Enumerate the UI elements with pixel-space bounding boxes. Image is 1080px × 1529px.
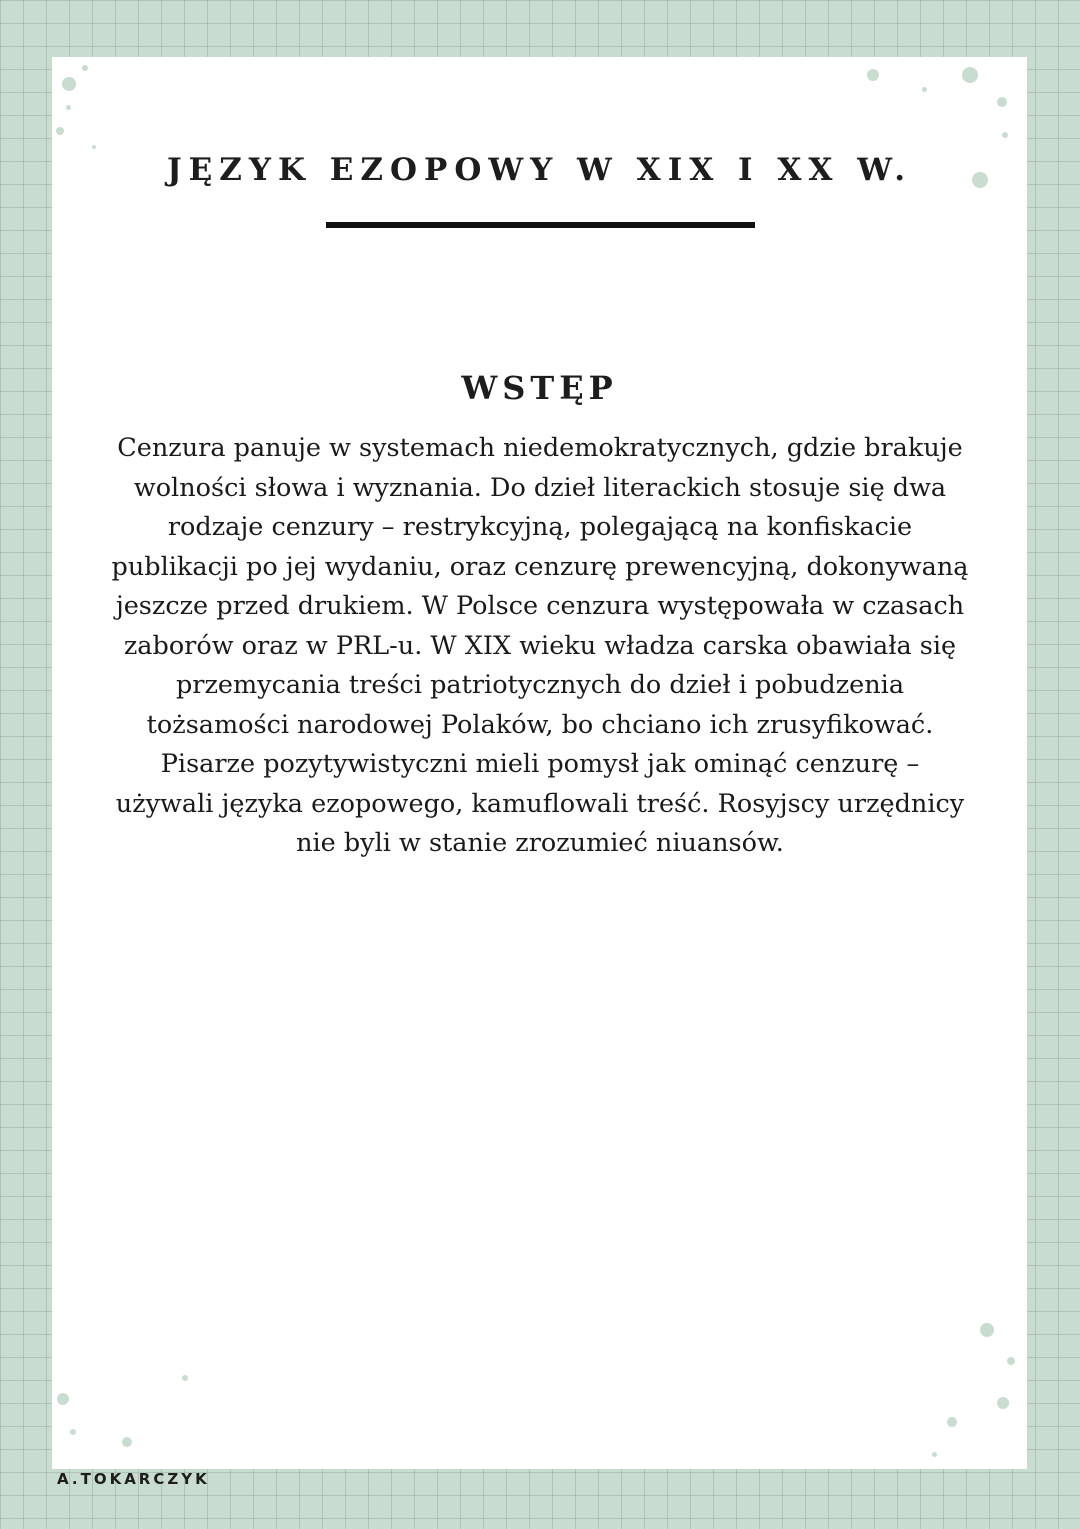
page-title: JĘZYK EZOPOWY W XIX I XX W. [166, 152, 913, 188]
author-signature: A.TOKARCZYK [57, 1470, 210, 1488]
title-underline [326, 222, 755, 228]
body-paragraph: Cenzura panuje w systemach niedemokratycznych, gdzie brakuje wolności słowa i wyznania. Do dzieł literackich stosuje się dwa rodzaje cenzury – restrykcyjną, polegającą na konfiskacie publikacji po jej wydaniu, oraz cenzurę prewencyjną, dokonywaną jeszcze przed drukiem. W Polsce cenzura występowała w czasach zaborów oraz w PRL-u. W XIX wieku władza carska obawiała się przemycania treści patriotycznych do dzieł i pobudzenia tożsamości narodowej Polaków, bo chciano ich zrusyfikować. Pisarze pozytywistyczni mieli pomysł jak ominąć cenzurę – używali języka ezopowego, kamuflowali treść. Rosyjscy urzędnicy nie byli w stanie zrozumieć niuansów. [111, 433, 969, 858]
page-sheet [52, 57, 1027, 1469]
section-heading: WSTĘP [461, 369, 618, 407]
